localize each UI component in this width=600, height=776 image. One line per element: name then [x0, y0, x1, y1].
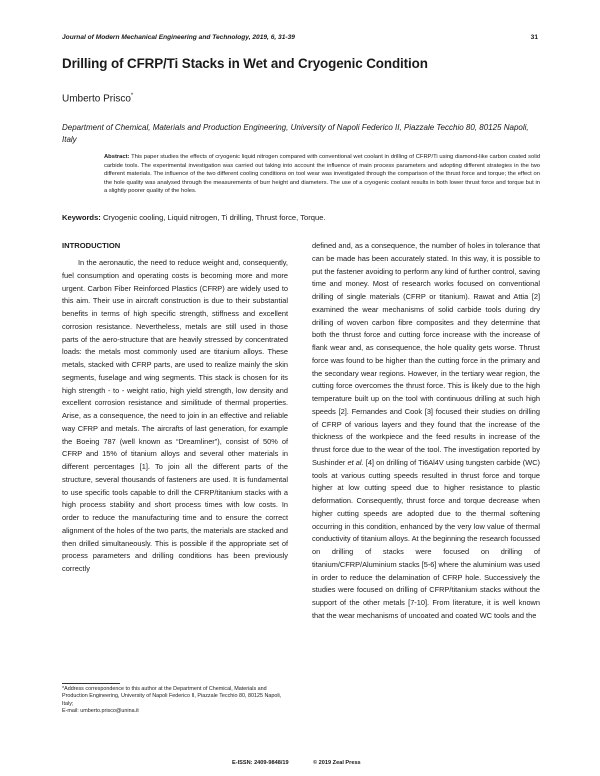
- footer-publisher: © 2019 Zeal Press: [313, 760, 361, 766]
- abstract-label: Abstract:: [104, 154, 130, 160]
- keywords: [62, 213, 540, 222]
- citation-emphasis: et al.: [347, 457, 364, 467]
- footnote: [62, 686, 290, 715]
- abstract-text: This paper studies the effects of cryogenic liquid nitrogen compared with conventional wet coolant in drilling of CFRP/Ti using diamond-like carbon coated solid carbide tools. The experimental investigation was carried out taking into account the influence of main process parameters and adopting different strategies in the two different materials. The influence of the two different cooling conditions on tool wear was investigated through the comparison of the thrust force and torque; the effect on the hole quality was analysed through the measurements of burr height and diameters. The use of a cryogenic coolant results in both lower thrust force and torque but in a slightly poorer quality of the holes.: [104, 154, 541, 194]
- abstract: [104, 153, 540, 196]
- body-column-right: [312, 240, 540, 623]
- running-head: Journal of Modern Mechanical Engineering and Technology, 2019, 6, 31-39: [62, 34, 295, 41]
- author-name: Umberto Prisco: [62, 93, 131, 105]
- body-text-segment: [4] on drilling of Ti6Al4V using tungsten carbide (WC) tools at various cutting speeds resulted in thrust force and torque higher at low cutting speed due to higher resistance to plastic deformation. Consequently, thrust force and torque decrease when higher cutting speeds are adopted due to the thermal softening occurring in this condition, enhanced by the very low value of thermal conductivity of titanium alloys. At the beginning the research focussed on drilling of stacks were focused on drilling of titanium/CFRP/Aluminium stacks [5-6] where the aluminium was used in order to reduce the delamination of CFRP hole. Successively the studies were focused on drilling of CFRP/titanium stacks without the support of the other metals [7-10]. From literature, it is well known that the wear mechanisms of uncoated and coated WC tools and the: [312, 457, 540, 620]
- keywords-text: Cryogenic cooling, Liquid nitrogen, Ti drilling, Thrust force, Torque.: [102, 213, 326, 222]
- footer-issn: E-ISSN: 2409-9848/19: [232, 760, 289, 766]
- footnote-email[interactable]: E-mail: umberto.prisco@unina.it: [62, 707, 139, 714]
- keywords-label: Keywords:: [62, 213, 101, 222]
- footnote-address: *Address correspondence to this author at the Department of Chemical, Materials and Production Engineering, University of Napoli Federico II, Piazzale Tecchio 80, 80125 Napoli, Italy;: [62, 686, 282, 707]
- page-number: 31: [530, 34, 538, 41]
- affiliation: Department of Chemical, Materials and Production Engineering, University of Napoli Federico II, Piazzale Tecchio 80, 80125 Napoli, Italy: [62, 123, 529, 144]
- author-line: [62, 93, 133, 104]
- footnote-divider: [62, 683, 120, 684]
- body-text-segment: defined and, as a consequence, the number of holes in tolerance that can be made has been accurately stated. In this way, it is possible to put the fastener avoiding to perform any kind of further control, saving time and money. Most of research works focused on conventional drilling of single materials (CFRP or titanium). Rawat and Attia [2] examined the wear mechanisms of solid carbide tools during dry drilling of woven carbon fibre composites and they determine that both the thrust force and cutting force increase with the increase of flank wear and, as consequence, the hole quality gets worse. Thrust force was found to be higher than the cutting force in the primary and the secondary wear regions. However, in the tertiary wear region, the cutting force overcomes the thrust force. This is likely due to the high temperature built up on the tool with continuous drilling at such high speeds [2]. Fernandes and Cook [3] focused their studies on drilling of CFRP of various layers and they found that the increase of the thickness of the workpiece and the feed results in increase of the thrust force due to the wear of the tool. The investigation reported by Sushinder: [312, 241, 540, 467]
- corresponding-author-marker: *: [130, 93, 134, 99]
- body-column-left: In the aeronautic, the need to reduce weight and, consequently, fuel consumption and operating costs is becoming more and more urgent. Carbon Fiber Reinforced Plastics (CFRP) are widely used to this aim. Their use in aircraft construction is due to their substantial benefits in terms of high specific strength, stiffness and excellent corrosion resistance. Nevertheless, metals are still used in those parts of the aero-structure that are heavily stressed by concentrated loads: the metals most commonly used are titanium alloys. These metals, stacked with CFRP parts, are used to realize mainly the skin segments, fuselage and wing segments. This stack is chosen for its high strength - to - weight ratio, high yield strength, low density and excellent corrosion resistance and similitude of thermal properties. Arise, as a consequence, the need to join in an effective and reliable way CFRP and metals. The aircrafts of last generation, for example the Boeing 787 (well known as “Dreamliner”), consist of 50% of CFRP and 15% of titanium alloys and several other materials in different percentages [1]. To join all the different parts of the structure, several thousands of fasteners are used. It is fundamental to use specific tools capable to drill the CFRP/titanium stacks with a high process stability and short process times with low costs. In order to reduce the manufacturing time and to ensure the correct alignment of the holes of the two parts, the materials are stacked and then drilled simultaneously. This is possible if the appropriate set of process parameters and drilling conditions has been previously correctly: [62, 258, 288, 573]
- section-heading-introduction: INTRODUCTION: [62, 241, 121, 250]
- paper-title: Drilling of CFRP/Ti Stacks in Wet and Cryogenic Condition: [62, 56, 428, 71]
